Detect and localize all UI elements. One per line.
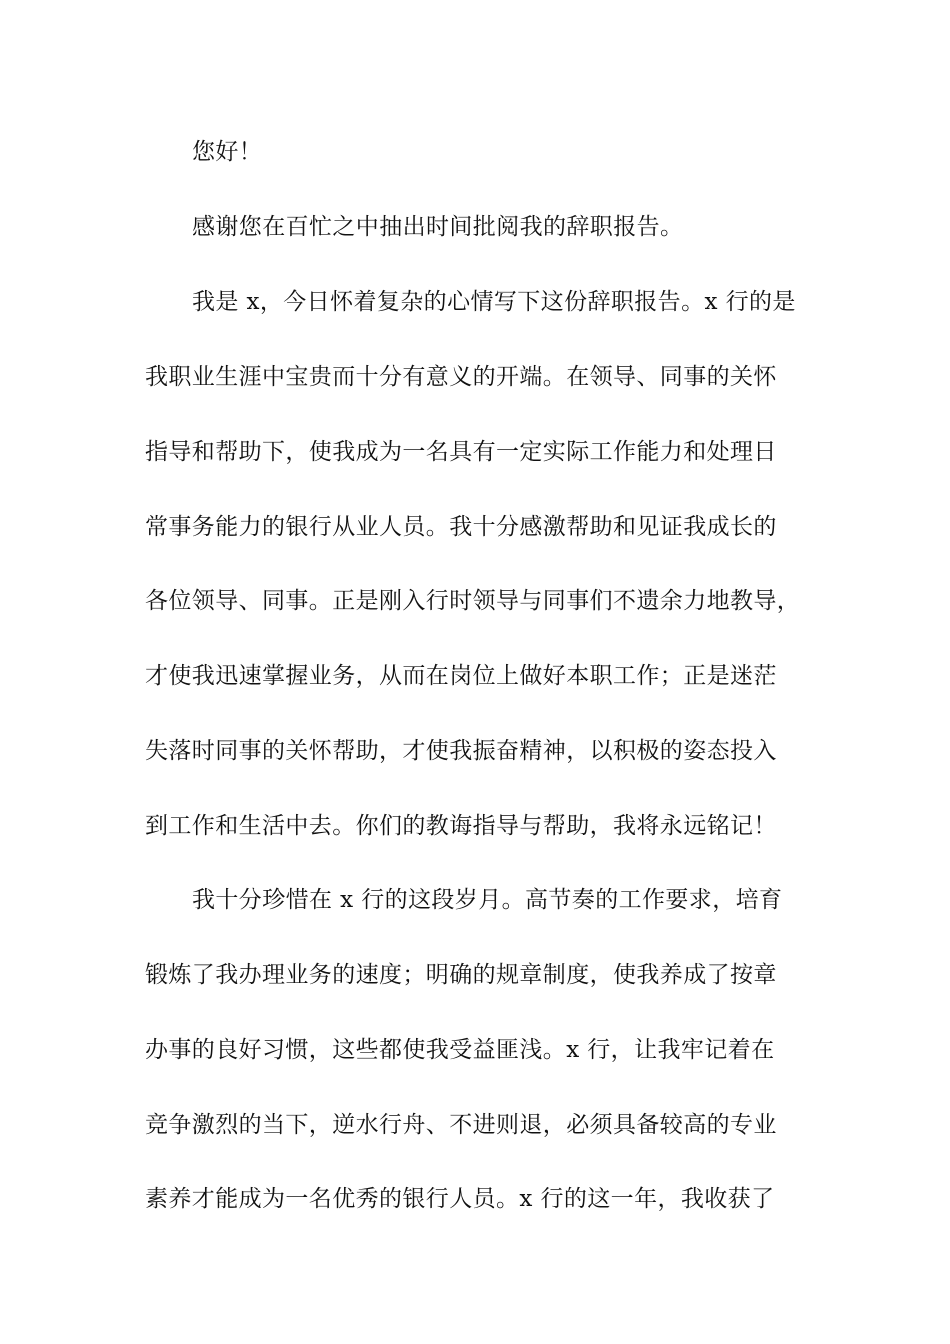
paragraph-line: 我十分珍惜在 x 行的这段岁月。高节奏的工作要求，培育 (192, 887, 783, 913)
paragraph-line: 失落时同事的关怀帮助，才使我振奋精神，以积极的姿态投入 (145, 738, 777, 764)
paragraph-line: 到工作和生活中去。你们的教诲指导与帮助，我将永远铭记！ (145, 813, 777, 839)
paragraph-line: 各位领导、同事。正是刚入行时领导与同事们不遗余力地教导， (145, 588, 801, 614)
paragraph-line: 素养才能成为一名优秀的银行人员。x 行的这一年，我收获了 (145, 1186, 775, 1212)
paragraph-line: 竞争激烈的当下，逆水行舟、不进则退，必须具备较高的专业 (145, 1112, 777, 1138)
paragraph-line: 常事务能力的银行从业人员。我十分感激帮助和见证我成长的 (145, 514, 777, 540)
paragraph-line: 才使我迅速掌握业务，从而在岗位上做好本职工作；正是迷茫 (145, 663, 777, 689)
paragraph-line: 办事的良好习惯，这些都使我受益匪浅。x 行，让我牢记着在 (145, 1037, 775, 1063)
paragraph-line: 锻炼了我办理业务的速度；明确的规章制度，使我养成了按章 (145, 962, 777, 988)
paragraph-line: 感谢您在百忙之中抽出时间批阅我的辞职报告。 (192, 214, 684, 240)
paragraph-line: 我职业生涯中宝贵而十分有意义的开端。在领导、同事的关怀 (145, 364, 777, 390)
greeting-line: 您好！ (192, 139, 263, 165)
paragraph-line: 我是 x，今日怀着复杂的心情写下这份辞职报告。x 行的是 (192, 289, 796, 315)
paragraph-line: 指导和帮助下，使我成为一名具有一定实际工作能力和处理日 (145, 439, 777, 465)
